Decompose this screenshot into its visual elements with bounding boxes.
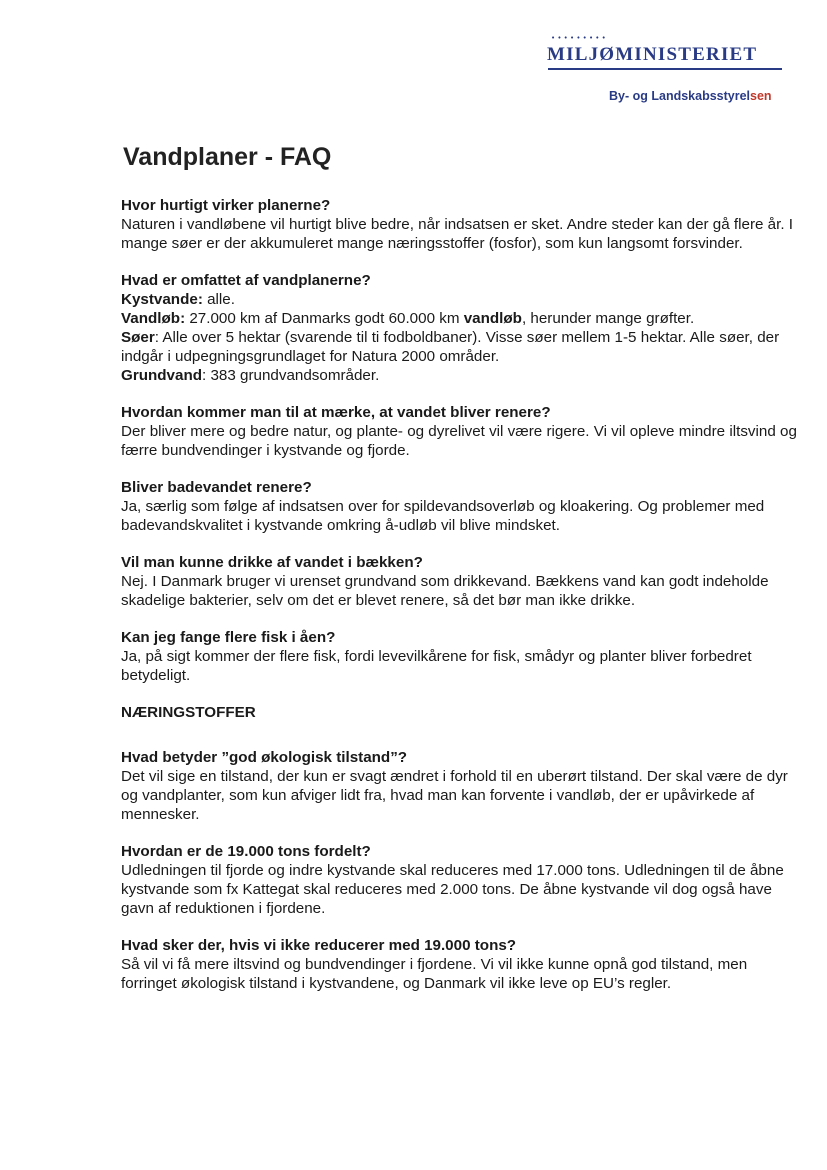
scope-text-bold: vandløb (463, 310, 522, 327)
faq-question: Hvad betyder ”god økologisk tilstand”? (121, 749, 408, 766)
faq-item-5 (121, 553, 801, 610)
scope-label: Grundvand (121, 367, 203, 384)
faq-question: Hvad er omfattet af vandplanerne? (121, 272, 371, 289)
agency-name-main: By- og Landskabsstyrel (609, 89, 751, 103)
scope-soer (121, 328, 801, 366)
scope-text: : 383 grundvandsområder. (202, 367, 380, 384)
faq-answer: Ja, særlig som følge af indsatsen over for spildevandsoverløb og kloakering. Og problemer med badevandskvalitet i kystvande omkring å-udløb vil blive mindsket. (121, 498, 765, 534)
faq-item-1 (121, 196, 801, 253)
scope-text: : Alle over 5 hektar (svarende til ti fodboldbaner). Visse søer mellem 1-5 hektar. Alle søer, der indgår i udpegningsgrundlaget for Natura 2000 områder. (121, 329, 780, 365)
scope-label: Vandløb: (121, 310, 186, 327)
faq-content (121, 196, 801, 1011)
faq-item-3 (121, 403, 801, 460)
faq-question: Vil man kunne drikke af vandet i bækken? (121, 554, 423, 571)
faq-question: Hvor hurtigt virker planerne? (121, 197, 331, 214)
logo-underline (548, 68, 782, 70)
faq-answer: Der bliver mere og bedre natur, og plante- og dyrelivet vil være rigere. Vi vil opleve mindre iltsvind og færre bundvendinger i kystvande og fjorde. (121, 423, 797, 459)
faq-answer: Ja, på sigt kommer der flere fisk, fordi levevilkårene for fisk, smådyr og planter bliver forbedret betydeligt. (121, 648, 752, 684)
scope-label: Kystvande: (121, 291, 203, 308)
faq-answer: Det vil sige en tilstand, der kun er svagt ændret i forhold til en uberørt tilstand. Der skal være de dyr og vandplanter, som kun afviger lidt fra, hvad man kan forvente i vandløb, der er upåvirkede af mennesker. (121, 768, 788, 823)
faq-answer: Så vil vi få mere iltsvind og bundvendinger i fjordene. Vi vil ikke kunne opnå god tilstand, men forringet økologisk tilstand i kystvandene, og Danmark vil ikke leve op EU’s regler. (121, 956, 748, 992)
page-title: Vandplaner - FAQ (123, 143, 332, 171)
logo-dots: ••••••••• (551, 34, 608, 42)
agency-name (609, 89, 772, 103)
faq-item-4 (121, 478, 801, 535)
ministry-logo-name: MILJØMINISTERIET (547, 44, 758, 65)
faq-answer: Nej. I Danmark bruger vi urenset grundvand som drikkevand. Bækkens vand kan godt indeholde skadelige bakterier, selv om det er blevet renere, så det bør man ikke drikke. (121, 573, 769, 609)
faq-item-8 (121, 842, 801, 918)
faq-answer: Naturen i vandløbene vil hurtigt blive bedre, når indsatsen er sket. Andre steder kan der gå flere år. I mange søer er der akkumuleret mange næringsstoffer (fosfor), som kun langsomt forsvinder. (121, 216, 794, 252)
faq-question: Hvad sker der, hvis vi ikke reducerer med 19.000 tons? (121, 937, 517, 954)
scope-grundvand (121, 366, 801, 385)
faq-question: Bliver badevandet renere? (121, 479, 312, 496)
faq-question: Hvordan er de 19.000 tons fordelt? (121, 843, 371, 860)
faq-answer: Udledningen til fjorde og indre kystvande skal reduceres med 17.000 tons. Udledningen til de åbne kystvande som fx Kattegat skal reduceres med 2.000 tons. De åbne kystvande vil dog også have gavn af reduktionen i fjordene. (121, 862, 784, 917)
scope-text: alle. (202, 291, 235, 308)
faq-item-2 (121, 271, 801, 385)
faq-item-9 (121, 936, 801, 993)
faq-item-6 (121, 628, 801, 685)
scope-text: 27.000 km af Danmarks godt 60.000 km (185, 310, 464, 327)
scope-text: , herunder mange grøfter. (521, 310, 695, 327)
faq-question: Hvordan kommer man til at mærke, at vandet bliver renere? (121, 404, 551, 421)
faq-item-7 (121, 748, 801, 824)
agency-name-tail: sen (750, 89, 772, 103)
faq-question: Kan jeg fange flere fisk i åen? (121, 629, 336, 646)
scope-label: Søer (121, 329, 155, 346)
scope-vandlob (121, 309, 801, 328)
section-heading: NÆRINGSTOFFER (121, 704, 256, 721)
scope-kystvande (121, 290, 801, 309)
